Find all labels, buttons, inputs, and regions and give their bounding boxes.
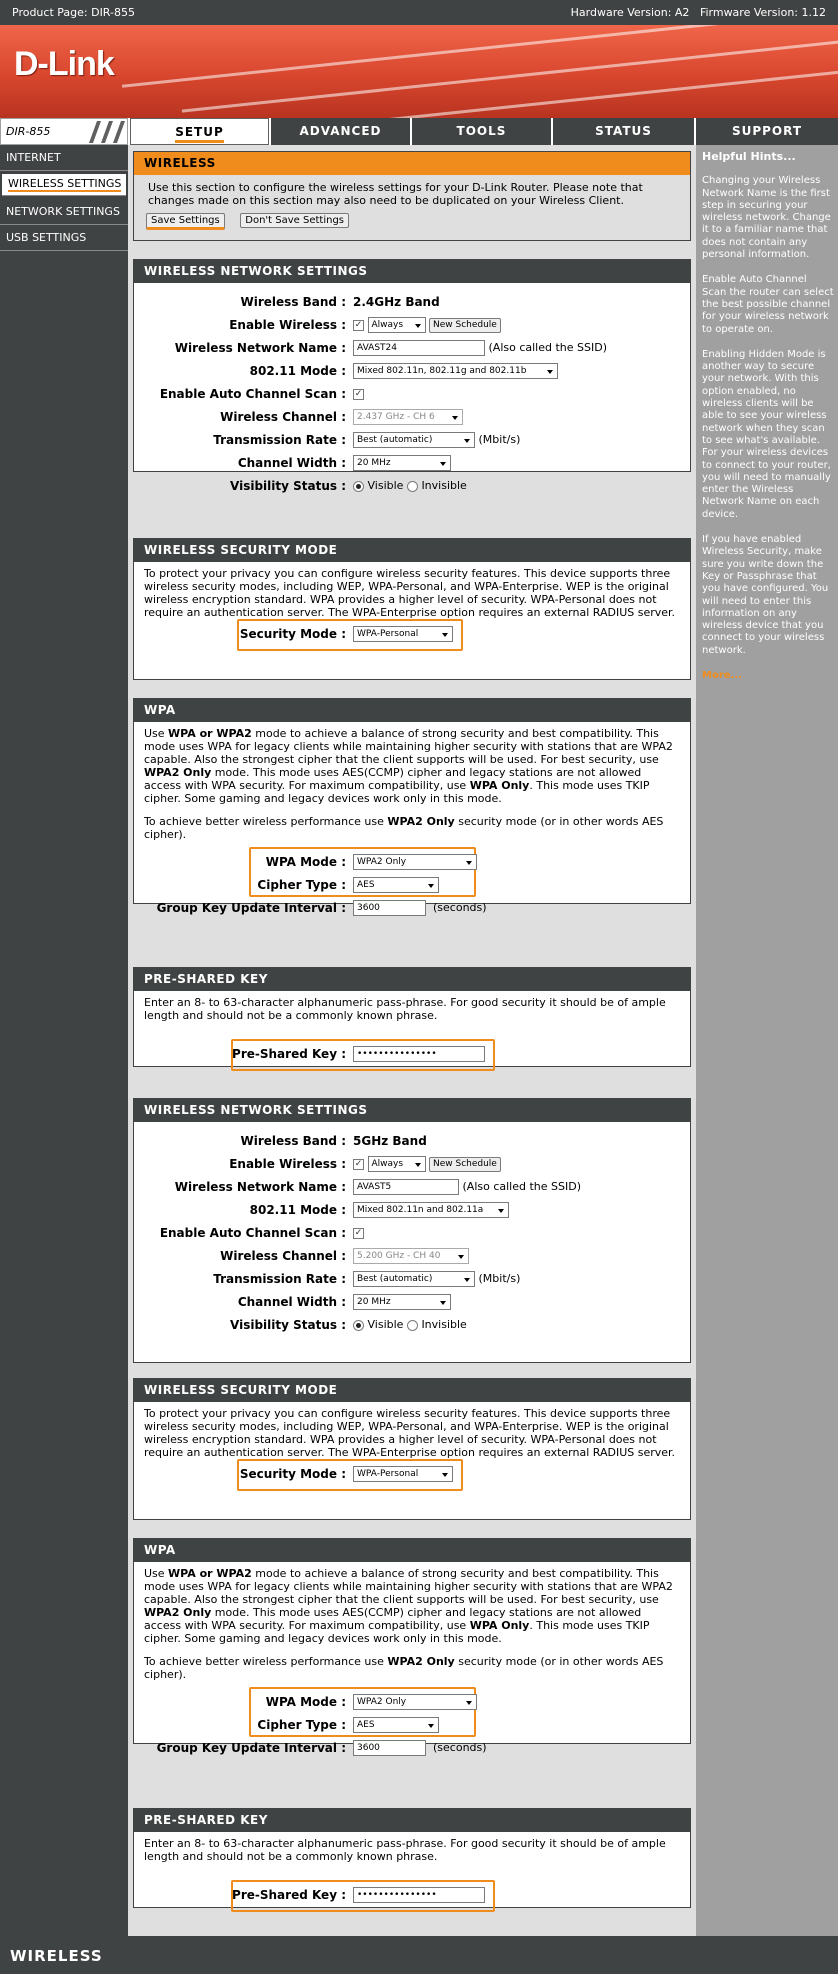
helpful-hints-panel — [696, 145, 838, 1936]
schedule-select[interactable]: Always — [368, 317, 426, 333]
sidebar-item-network-settings[interactable]: NETWORK SETTINGS — [0, 199, 128, 225]
psk-text: Enter an 8- to 63-character alphanumeric pass-phrase. For good security it should be of ample length and should not be a commonly known phrase. — [144, 996, 666, 1022]
more-link[interactable]: More... — [702, 669, 742, 681]
ssid-input[interactable]: AVAST5 — [353, 1179, 459, 1195]
band-value: 5GHz Band — [353, 1134, 427, 1148]
top-nav — [0, 118, 838, 145]
tab-setup[interactable]: SETUP — [130, 118, 269, 145]
pre-shared-key-24: PRE-SHARED KEY Enter an 8- to 63-character alphanumeric pass-phrase. For good security it should be of ample length and should not be a commonly known phrase. Pre-Shared Key : ••••••••••••••• — [133, 967, 691, 1067]
channel-width-select[interactable]: 20 MHz — [353, 1294, 451, 1310]
pre-shared-key-5: PRE-SHARED KEY Enter an 8- to 63-character alphanumeric pass-phrase. For good security it should be of ample length and should not be a commonly known phrase. Pre-Shared Key : ••••••••••••••• — [133, 1808, 691, 1908]
dlink-logo: D-Link — [14, 45, 114, 83]
invisible-radio[interactable] — [407, 1320, 418, 1331]
wpa-section-5: WPA Use WPA or WPA2 mode to achieve a balance of strong security and best compatibility. This mode uses WPA for legacy clients while maintaining higher security with stations that are WPA2 capable. Also the strongest cipher that the client supports will be used. For best security, use WPA2 Only mode. This mode uses AES(CCMP) cipher and legacy stations are not allowed access with WPA security. For maximum compatibility, use WPA Only. This mode uses TKIP cipher. Some gaming and legacy devices work only in this mode. To achieve better wireless performance use WPA2 Only security mode (or in other words AES cipher). WPA Mode : WPA2 Only Cipher Type : AES Group Key Update Interval : 3600 (seconds) — [133, 1538, 691, 1744]
hint-3: Enabling Hidden Mode is another way to secure your network. With this option enabled, no wireless clients will be able to see your wireless network when they scan to see what's available. For your wireless devices to connect to your router, you will need to manually enter the Wireless Network Name on each device. — [702, 348, 831, 520]
channel-width-select[interactable]: 20 MHz — [353, 455, 451, 471]
wpa-mode-select[interactable]: WPA2 Only — [353, 1694, 477, 1710]
brand-banner — [0, 25, 838, 118]
cipher-type-select[interactable]: AES — [353, 877, 439, 893]
wpa-text: Use WPA or WPA2 mode to achieve a balance of strong security and best compatibility. This mode uses WPA for legacy clients while maintaining higher security with stations that are WPA2 capable. Also the strongest cipher that the client supports will be used. For best security, use WPA2 Only mode. This mode uses AES(CCMP) cipher and legacy stations are not allowed access with WPA security. For maximum compatibility, use WPA Only. This mode uses TKIP cipher. Some gaming and legacy devices work only in this mode. — [144, 727, 673, 805]
main-content — [128, 145, 696, 1936]
hint-2: Enable Auto Channel Scan the router can select the best possible channel for your wireless network to operate on. — [702, 274, 834, 335]
sidebar-item-internet[interactable]: INTERNET — [0, 145, 128, 171]
wireless-channel-select[interactable]: 2.437 GHz - CH 6 — [353, 409, 463, 425]
80211-mode-select[interactable]: Mixed 802.11n, 802.11g and 802.11b — [353, 363, 558, 379]
group-key-interval-input[interactable]: 3600 — [353, 900, 426, 916]
section-title: WPA — [134, 1539, 690, 1562]
tab-status[interactable]: STATUS — [551, 118, 694, 145]
band-label: Wireless Band : — [240, 295, 346, 309]
wireless-security-mode-5: WIRELESS SECURITY MODE To protect your privacy you can configure wireless security features. This device supports three wireless security modes, including WEP, WPA-Personal, and WPA-Enterprise. WEP is the original wireless encryption standard. WPA provides a higher level of security. WPA-Personal does not require an authentication server. The WPA-Enterprise option requires an external RADIUS server. Security Mode : WPA-Personal — [133, 1378, 691, 1520]
footer-label: WIRELESS — [10, 1947, 103, 1965]
new-schedule-button[interactable]: New Schedule — [429, 318, 501, 333]
psk-text: Enter an 8- to 63-character alphanumeric pass-phrase. For good security it should be of ample length and should not be a commonly known phrase. — [144, 1837, 666, 1863]
dont-save-settings-button[interactable]: Don't Save Settings — [240, 213, 349, 228]
section-title: PRE-SHARED KEY — [134, 968, 690, 991]
wireless-network-settings-24: WIRELESS NETWORK SETTINGS Wireless Band : 2.4GHz Band Enable Wireless : ✓ Always New Schedule Wireless Network Name : AVAST24 (Also called the SSID) 802.11 Mode : Mixed 802.11n, 802.11g and 802.11b Enable Auto Channel Scan : ✓ Wireless Channel : 2.437 GHz - CH 6 Transmission Rate : Best (automatic) (Mbit/s) Channel Width : 20 MHz Visibility Status : Visible Invisible — [133, 259, 691, 472]
wpa-text: Use WPA or WPA2 mode to achieve a balance of strong security and best compatibility. This mode uses WPA for legacy clients while maintaining higher security with stations that are WPA2 capable. Also the strongest cipher that the client supports will be used. For best security, use WPA2 Only mode. This mode uses AES(CCMP) cipher and legacy stations are not allowed access with WPA security. For maximum compatibility, use WPA Only. This mode uses TKIP cipher. Some gaming and legacy devices work only in this mode. — [144, 1567, 673, 1645]
transmission-rate-select[interactable]: Best (automatic) — [353, 432, 475, 448]
section-title: WIRELESS NETWORK SETTINGS — [134, 260, 690, 283]
hint-1: Changing your Wireless Network Name is the first step in securing your wireless network. Change it to a familiar name that does not contain any personal information. — [702, 175, 831, 261]
intro-text: Use this section to configure the wireless settings for your D-Link Router. Please note that changes made on this section may also need to be duplicated on your Wireless Client. — [148, 181, 643, 207]
pre-shared-key-input[interactable]: ••••••••••••••• — [353, 1046, 485, 1062]
wpa-mode-select[interactable]: WPA2 Only — [353, 854, 477, 870]
tab-tools[interactable]: TOOLS — [410, 118, 551, 145]
security-mode-select[interactable]: WPA-Personal — [353, 1466, 453, 1482]
sidebar-item-wireless-settings[interactable]: WIRELESS SETTINGS — [2, 174, 126, 196]
top-bar — [0, 0, 838, 25]
section-title: WIRELESS SECURITY MODE — [134, 539, 690, 562]
auto-channel-scan-checkbox[interactable]: ✓ — [354, 1227, 363, 1238]
save-settings-button[interactable]: Save Settings — [146, 213, 225, 230]
wireless-intro-panel — [133, 151, 691, 241]
visible-radio[interactable] — [353, 481, 364, 492]
section-title: WIRELESS SECURITY MODE — [134, 1379, 690, 1402]
invisible-radio[interactable] — [407, 481, 418, 492]
sidebar-item-usb-settings[interactable]: USB SETTINGS — [0, 225, 128, 251]
enable-wireless-checkbox[interactable]: ✓ — [354, 319, 363, 330]
hint-4: If you have enabled Wireless Security, make sure you write down the Key or Passphrase that you have configured. You will need to enter this information on any wireless device that you connect to your wireless network. — [702, 534, 829, 656]
enable-wireless-checkbox[interactable]: ✓ — [354, 1158, 363, 1169]
product-page-label: Product Page: DIR-855 — [12, 6, 135, 19]
cipher-type-select[interactable]: AES — [353, 1717, 439, 1733]
wpa-section-24: WPA Use WPA or WPA2 mode to achieve a balance of strong security and best compatibility. This mode uses WPA for legacy clients while maintaining higher security with stations that are WPA2 capable. Also the strongest cipher that the client supports will be used. For best security, use WPA2 Only mode. This mode uses AES(CCMP) cipher and legacy stations are not allowed access with WPA security. For maximum compatibility, use WPA Only. This mode uses TKIP cipher. Some gaming and legacy devices work only in this mode. To achieve better wireless performance use WPA2 Only security mode (or in other words AES cipher). WPA Mode : WPA2 Only Cipher Type : AES Group Key Update Interval : 3600 (seconds) — [133, 698, 691, 904]
visible-radio[interactable] — [353, 1320, 364, 1331]
transmission-rate-select[interactable]: Best (automatic) — [353, 1271, 475, 1287]
schedule-select[interactable]: Always — [368, 1156, 426, 1172]
section-title: WPA — [134, 699, 690, 722]
wireless-channel-select[interactable]: 5.200 GHz - CH 40 — [353, 1248, 469, 1264]
auto-channel-scan-checkbox[interactable]: ✓ — [354, 388, 363, 399]
footer-bar — [0, 1936, 838, 1974]
group-key-interval-input[interactable]: 3600 — [353, 1740, 426, 1756]
sidebar — [0, 145, 128, 1974]
model-label: DIR-855 — [0, 118, 128, 145]
version-info: Hardware Version: A2 Firmware Version: 1.12 — [570, 6, 826, 19]
tab-support[interactable]: SUPPORT — [694, 118, 838, 145]
band-value: 2.4GHz Band — [353, 295, 440, 309]
section-title: PRE-SHARED KEY — [134, 1809, 690, 1832]
security-mode-text: To protect your privacy you can configure wireless security features. This device supports three wireless security modes, including WEP, WPA-Personal, and WPA-Enterprise. WEP is the original wireless encryption standard. WPA provides a higher level of security. WPA-Personal does not require an authentication server. The WPA-Enterprise option requires an external RADIUS server. — [144, 567, 676, 619]
hints-title: Helpful Hints... — [702, 150, 796, 163]
wireless-security-mode-24: WIRELESS SECURITY MODE To protect your privacy you can configure wireless security features. This device supports three wireless security modes, including WEP, WPA-Personal, and WPA-Enterprise. WEP is the original wireless encryption standard. WPA provides a higher level of security. WPA-Personal does not require an authentication server. The WPA-Enterprise option requires an external RADIUS server. Security Mode : WPA-Personal — [133, 538, 691, 680]
security-mode-select[interactable]: WPA-Personal — [353, 626, 453, 642]
pre-shared-key-input[interactable]: ••••••••••••••• — [353, 1887, 485, 1903]
tab-advanced[interactable]: ADVANCED — [269, 118, 410, 145]
section-title: WIRELESS — [134, 152, 690, 175]
wpa-text-2: To achieve better wireless performance use WPA2 Only security mode (or in other words AES cipher). — [144, 815, 664, 841]
new-schedule-button[interactable]: New Schedule — [429, 1157, 501, 1172]
section-title: WIRELESS NETWORK SETTINGS — [134, 1099, 690, 1122]
ssid-input[interactable]: AVAST24 — [353, 340, 485, 356]
wpa-text-2: To achieve better wireless performance use WPA2 Only security mode (or in other words AES cipher). — [144, 1655, 664, 1681]
security-mode-text: To protect your privacy you can configure wireless security features. This device supports three wireless security modes, including WEP, WPA-Personal, and WPA-Enterprise. WEP is the original wireless encryption standard. WPA provides a higher level of security. WPA-Personal does not require an authentication server. The WPA-Enterprise option requires an external RADIUS server. — [144, 1407, 676, 1459]
80211-mode-select[interactable]: Mixed 802.11n and 802.11a — [353, 1202, 509, 1218]
wireless-network-settings-5: WIRELESS NETWORK SETTINGS Wireless Band : 5GHz Band Enable Wireless : ✓ Always New Schedule Wireless Network Name : AVAST5 (Also called the SSID) 802.11 Mode : Mixed 802.11n and 802.11a Enable Auto Channel Scan : ✓ Wireless Channel : 5.200 GHz - CH 40 Transmission Rate : Best (automatic) (Mbit/s) Channel Width : 20 MHz Visibility Status : Visible Invisible — [133, 1098, 691, 1363]
